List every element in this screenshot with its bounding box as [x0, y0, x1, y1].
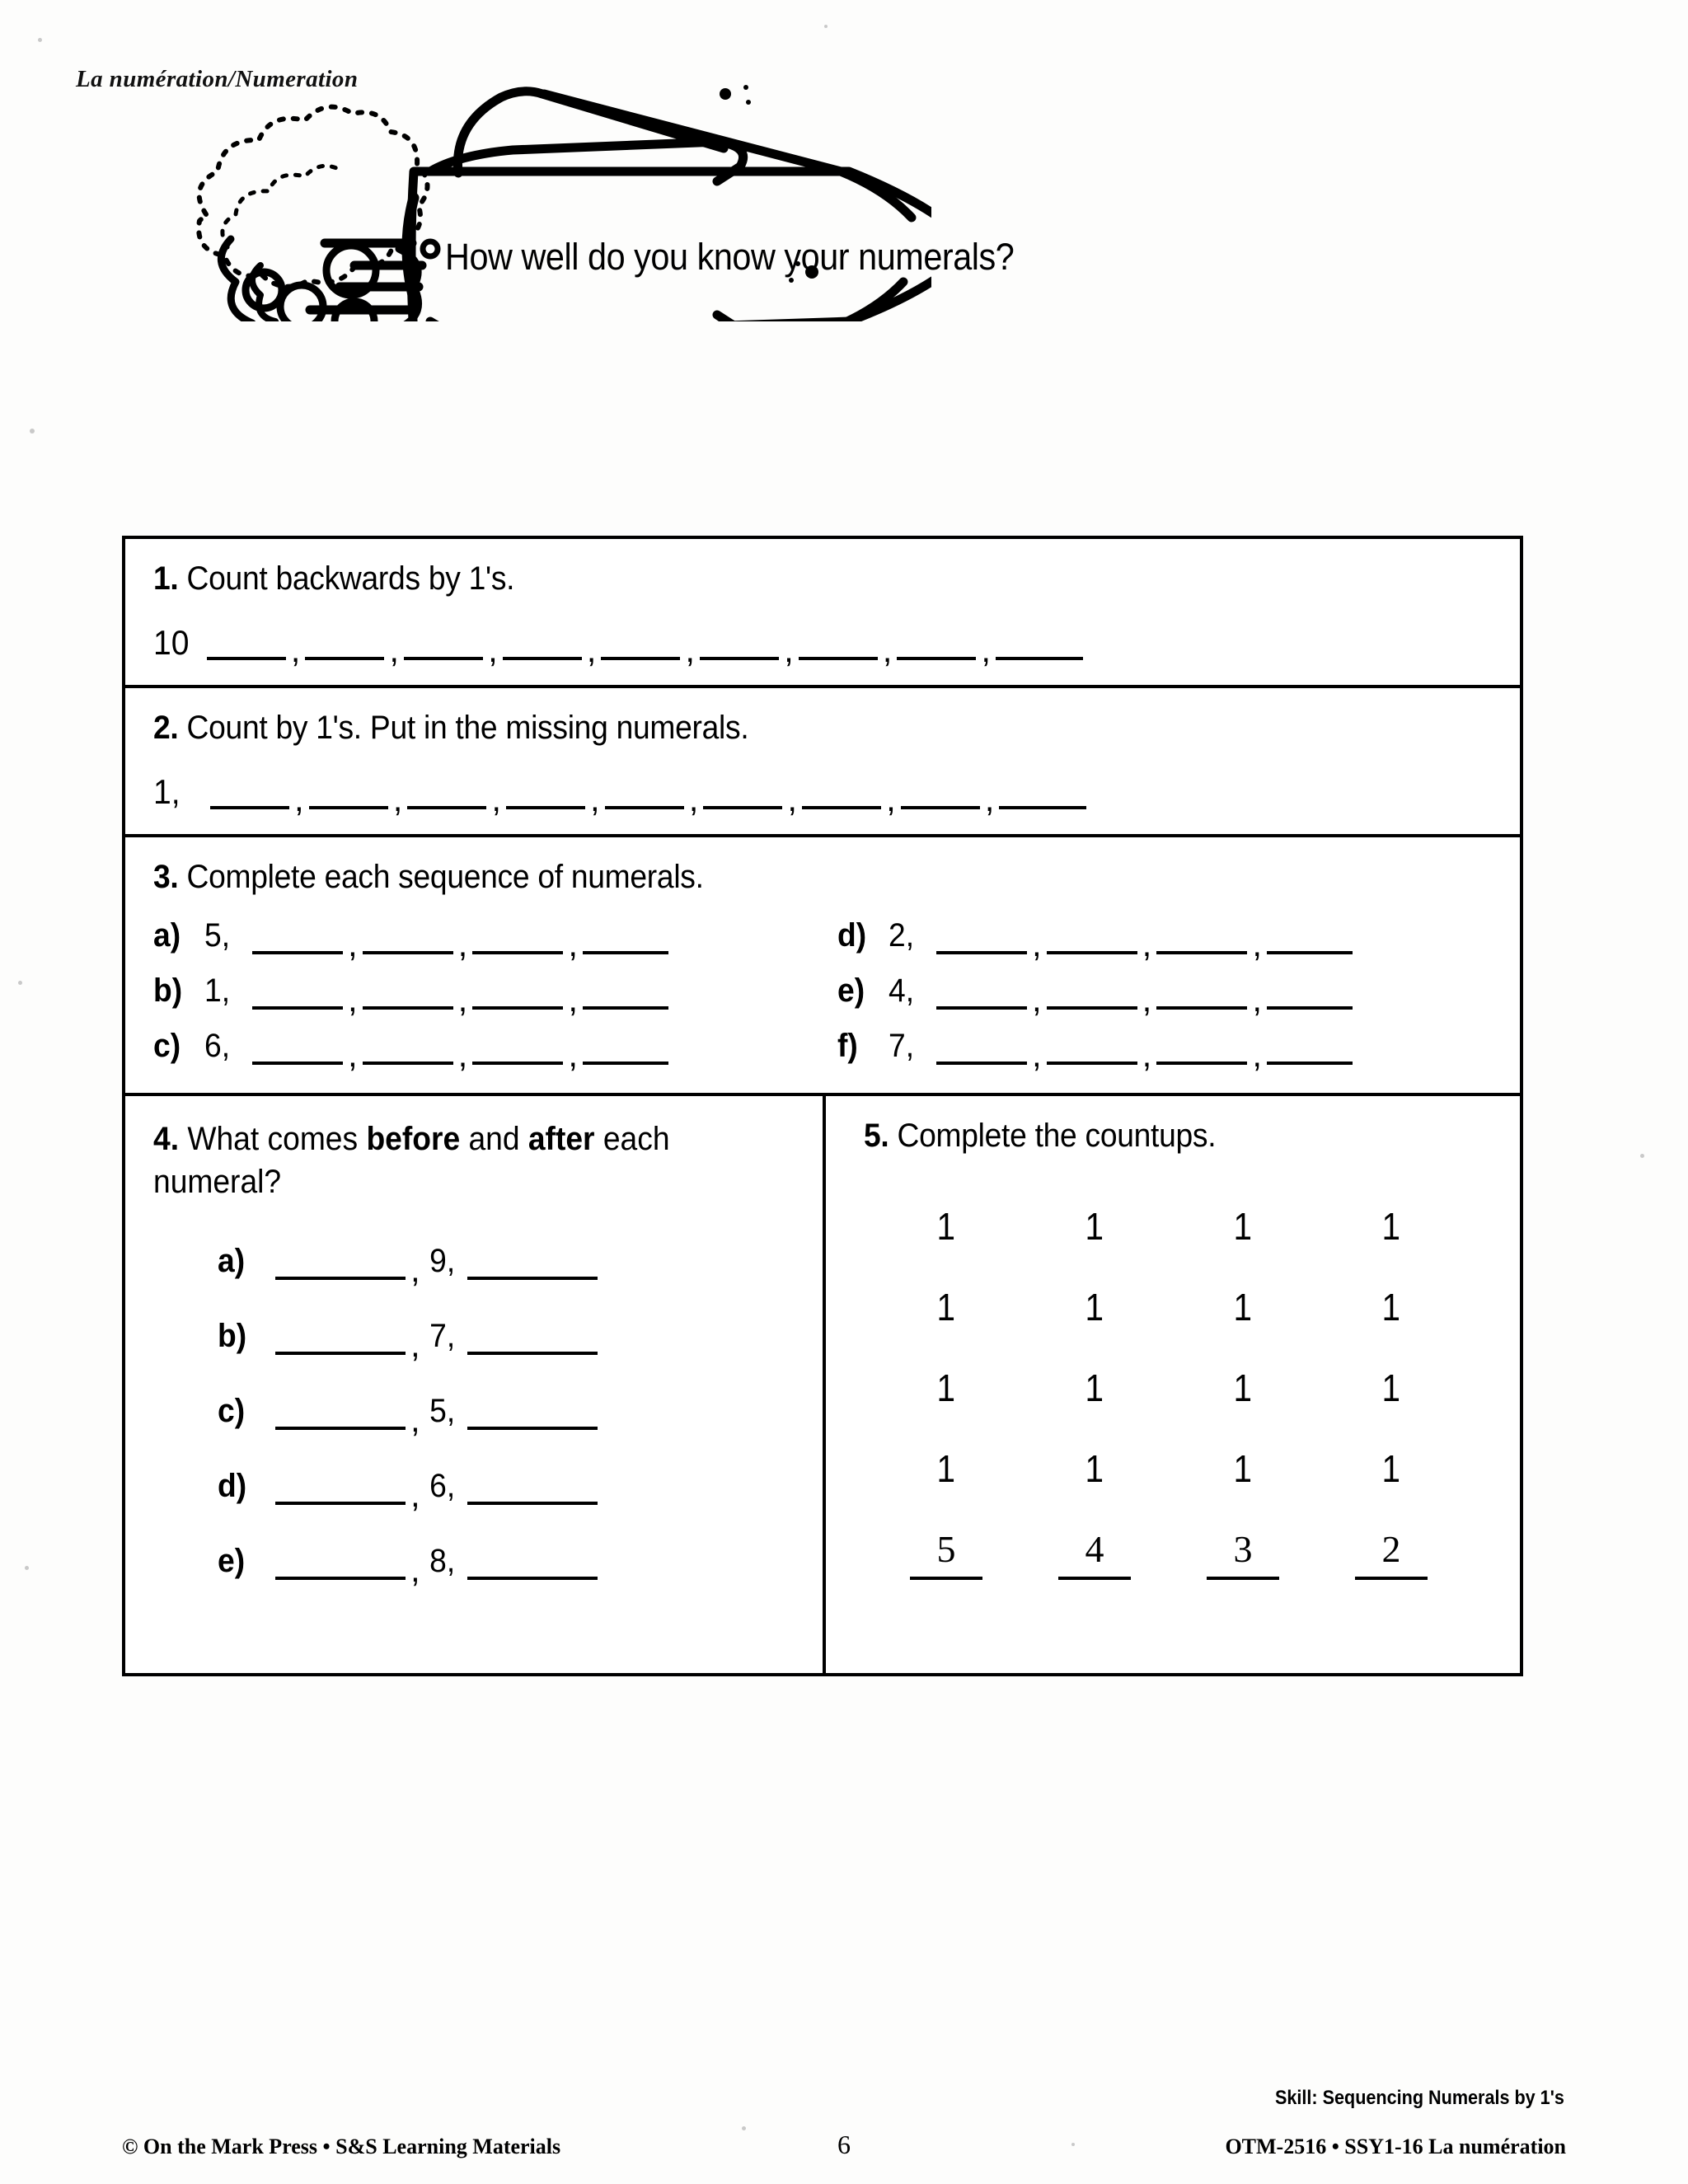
- question-4-number: 4.: [153, 1121, 180, 1157]
- countup-digit: 1: [1085, 1205, 1104, 1248]
- question-2-start-value: 1,: [153, 772, 181, 811]
- answer-blank[interactable]: [472, 975, 563, 1010]
- answer-blank[interactable]: [404, 626, 483, 660]
- skill-note: Skill: Sequencing Numerals by 1's: [1275, 2087, 1564, 2109]
- answer-blank[interactable]: [936, 1030, 1027, 1065]
- question-3-item-d: d) 2, , , ,: [837, 917, 1520, 954]
- sum-rule: [910, 1577, 982, 1580]
- countup-total: 3: [1233, 1528, 1253, 1570]
- question-3-item-b: b) 1, , , ,: [153, 972, 837, 1010]
- page-subject-label: La numération/Numeration: [76, 66, 359, 92]
- item-letter: c): [153, 1028, 181, 1064]
- answer-blank-before[interactable]: [275, 1470, 406, 1505]
- item-letter: d): [837, 917, 867, 954]
- countup-total: 4: [1085, 1528, 1104, 1570]
- countup-digit: 1: [936, 1205, 956, 1248]
- answer-blank[interactable]: [901, 775, 980, 809]
- answer-blank-after[interactable]: [467, 1245, 598, 1280]
- answer-blank[interactable]: [210, 775, 289, 809]
- countup-digit: 1: [936, 1447, 956, 1490]
- question-4-prompt-after: after: [528, 1121, 595, 1157]
- answer-blank[interactable]: [252, 975, 343, 1010]
- answer-blank[interactable]: [503, 626, 582, 660]
- answer-blank[interactable]: [1267, 975, 1353, 1010]
- answer-blank-after[interactable]: [467, 1395, 598, 1430]
- question-4-prompt-part1: What comes: [187, 1121, 367, 1157]
- answer-blank-after[interactable]: [467, 1470, 598, 1505]
- answer-blank[interactable]: [999, 775, 1086, 809]
- question-1-prompt: Count backwards by 1's.: [186, 560, 515, 597]
- answer-blank[interactable]: [936, 920, 1027, 954]
- answer-blank[interactable]: [363, 1030, 453, 1065]
- countup-digit: 1: [1233, 1205, 1253, 1248]
- answer-blank[interactable]: [601, 626, 680, 660]
- answer-blank[interactable]: [252, 1030, 343, 1065]
- answer-blank[interactable]: [1047, 1030, 1137, 1065]
- countup-digit: 1: [1085, 1286, 1104, 1329]
- question-3-item-e: e) 4, , , ,: [837, 972, 1520, 1010]
- item-letter: f): [837, 1028, 858, 1064]
- answer-blank-before[interactable]: [275, 1395, 406, 1430]
- question-4-prompt-before: before: [366, 1121, 461, 1157]
- question-4: [125, 1096, 826, 1673]
- answer-blank[interactable]: [802, 775, 881, 809]
- item-middle-value: 7,: [429, 1318, 455, 1354]
- scan-speck: [30, 429, 35, 434]
- answer-blank[interactable]: [472, 920, 563, 954]
- answer-blank[interactable]: [407, 775, 486, 809]
- answer-blank[interactable]: [700, 626, 779, 660]
- scan-speck: [824, 25, 828, 28]
- question-4-heading: [153, 1118, 736, 1203]
- question-2-number: 2.: [153, 710, 179, 746]
- answer-blank[interactable]: [1156, 975, 1247, 1010]
- answer-blank[interactable]: [472, 1030, 563, 1065]
- answer-blank-before[interactable]: [275, 1545, 406, 1580]
- question-3-item-c: c) 6, , , ,: [153, 1028, 837, 1065]
- rocket-illustration: [107, 74, 1015, 321]
- countups-grid: [872, 1207, 1465, 1580]
- answer-blank[interactable]: [799, 626, 878, 660]
- answer-blank-before[interactable]: [275, 1245, 406, 1280]
- item-letter: d): [218, 1468, 247, 1504]
- question-4-prompt-part3: each numeral?: [153, 1121, 670, 1200]
- answer-blank[interactable]: [363, 975, 453, 1010]
- answer-blank[interactable]: [207, 626, 286, 660]
- question-3-number: 3.: [153, 859, 179, 895]
- answer-blank[interactable]: [363, 920, 453, 954]
- question-1-number: 1.: [153, 560, 179, 597]
- countup-digit: 1: [1085, 1366, 1104, 1409]
- answer-blank[interactable]: [605, 775, 684, 809]
- copyright-note: © On the Mark Press • S&S Learning Materials: [122, 2135, 561, 2158]
- item-middle-value: 8,: [429, 1543, 455, 1579]
- countup-digit: 1: [1381, 1447, 1401, 1490]
- countup-total-cell: [1207, 1530, 1279, 1580]
- question-5-heading: [864, 1118, 1474, 1155]
- question-2-answer-line: 1, , , , , , , , ,: [153, 775, 1520, 809]
- countup-digit: 1: [1381, 1286, 1401, 1329]
- answer-blank[interactable]: [703, 775, 782, 809]
- question-4-item-b: b) , 7,: [218, 1318, 823, 1355]
- answer-blank-before[interactable]: [275, 1320, 406, 1355]
- question-4-item-e: e) , 8,: [218, 1543, 823, 1580]
- answer-blank[interactable]: [252, 920, 343, 954]
- answer-blank[interactable]: [583, 920, 668, 954]
- question-5: [826, 1096, 1520, 1673]
- question-3-item-a: a) 5, , , ,: [153, 917, 837, 954]
- question-4-item-c: c) , 5,: [218, 1393, 823, 1430]
- question-5-prompt: Complete the countups.: [897, 1118, 1217, 1154]
- item-letter: a): [153, 917, 181, 954]
- item-middle-value: 6,: [429, 1468, 455, 1504]
- answer-blank[interactable]: [305, 626, 384, 660]
- question-4-prompt-part2: and: [460, 1121, 528, 1157]
- question-4-items: [153, 1243, 823, 1589]
- item-start-value: 7,: [889, 1028, 915, 1064]
- question-3-item-f: f) 7, , , ,: [837, 1028, 1520, 1065]
- answer-blank[interactable]: [583, 1030, 668, 1065]
- answer-blank[interactable]: [583, 975, 668, 1010]
- answer-blank[interactable]: [1047, 920, 1137, 954]
- banner-title: How well do you know your numerals?: [445, 236, 1015, 278]
- answer-blank[interactable]: [506, 775, 585, 809]
- answer-blank[interactable]: [1267, 920, 1353, 954]
- answer-blank[interactable]: [936, 975, 1027, 1010]
- item-letter: b): [218, 1318, 247, 1354]
- countup-total: 5: [936, 1528, 956, 1570]
- question-3: [125, 837, 1520, 1096]
- sum-rule: [1207, 1577, 1279, 1580]
- item-letter: e): [837, 972, 865, 1009]
- questions-table: [122, 536, 1523, 1676]
- answer-blank[interactable]: [309, 775, 388, 809]
- question-3-prompt: Complete each sequence of numerals.: [186, 859, 704, 895]
- answer-blank-after[interactable]: [467, 1545, 598, 1580]
- scan-speck: [18, 981, 22, 985]
- answer-blank[interactable]: [1156, 1030, 1247, 1065]
- item-start-value: 4,: [889, 972, 915, 1009]
- questions-4-5-row: [125, 1096, 1520, 1673]
- countup-total-cell: [1355, 1530, 1428, 1580]
- item-start-value: 2,: [889, 917, 915, 954]
- item-start-value: 5,: [204, 917, 231, 954]
- product-code: OTM-2516 • SSY1-16 La numération: [1225, 2135, 1566, 2158]
- answer-blank[interactable]: [996, 626, 1083, 660]
- countup-digit: 1: [1381, 1205, 1401, 1248]
- question-1: [125, 539, 1520, 688]
- item-middle-value: 5,: [429, 1393, 455, 1429]
- item-start-value: 1,: [204, 972, 231, 1009]
- question-3-heading: [153, 859, 1424, 896]
- item-letter: b): [153, 972, 183, 1009]
- scan-speck: [1640, 1154, 1644, 1158]
- countup-digit: 1: [936, 1366, 956, 1409]
- question-2-prompt: Count by 1's. Put in the missing numerals.: [186, 710, 749, 746]
- question-3-items: [153, 917, 1520, 1074]
- countup-total-cell: [910, 1530, 982, 1580]
- answer-blank[interactable]: [897, 626, 976, 660]
- sum-rule: [1355, 1577, 1428, 1580]
- countup-digit: 1: [1381, 1366, 1401, 1409]
- question-5-number: 5.: [864, 1118, 889, 1154]
- countup-digit: 1: [1233, 1366, 1253, 1409]
- item-letter: c): [218, 1393, 246, 1429]
- answer-blank[interactable]: [1267, 1030, 1353, 1065]
- countup-total-cell: [1058, 1530, 1131, 1580]
- item-letter: e): [218, 1543, 246, 1579]
- question-2: [125, 688, 1520, 837]
- item-start-value: 6,: [204, 1028, 231, 1064]
- item-letter: a): [218, 1243, 246, 1279]
- countup-digit: 1: [1085, 1447, 1104, 1490]
- sum-rule: [1058, 1577, 1131, 1580]
- question-4-item-d: d) , 6,: [218, 1468, 823, 1505]
- countup-digit: 1: [936, 1286, 956, 1329]
- question-2-heading: [153, 710, 1424, 747]
- page-number: 6: [837, 2130, 851, 2159]
- item-middle-value: 9,: [429, 1243, 455, 1279]
- scan-speck: [25, 1566, 29, 1570]
- answer-blank[interactable]: [1156, 920, 1247, 954]
- answer-blank-after[interactable]: [467, 1320, 598, 1355]
- question-1-answer-line: 10 , , , , , , , ,: [153, 626, 1520, 660]
- answer-blank[interactable]: [1047, 975, 1137, 1010]
- scan-speck: [38, 38, 42, 42]
- question-4-item-a: a) , 9,: [218, 1243, 823, 1280]
- countup-digit: 1: [1233, 1447, 1253, 1490]
- countup-digit: 1: [1233, 1286, 1253, 1329]
- question-1-start-value: 10: [153, 623, 190, 662]
- question-1-heading: [153, 560, 1424, 598]
- countup-total: 2: [1381, 1528, 1401, 1570]
